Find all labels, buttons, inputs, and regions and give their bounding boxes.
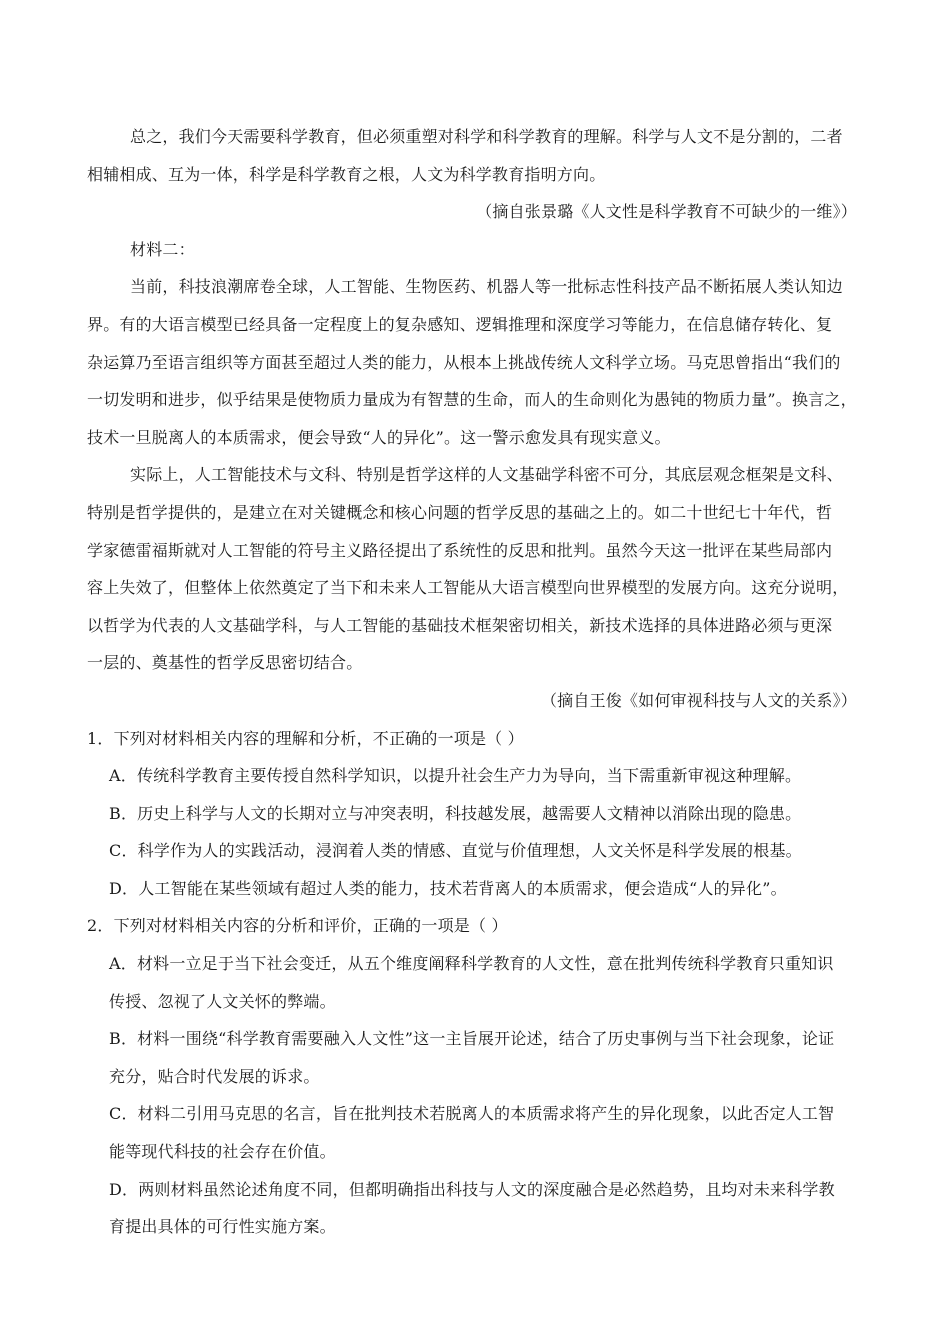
question-2-option-a[interactable]: A．材料一立足于当下社会变迁，从五个维度阐释科学教育的人文性，意在批判传统科学教育只重知识	[109, 954, 834, 974]
paragraph-line: 界。有的大语言模型已经具备一定程度上的复杂感知、逻辑推理和深度学习等能力，在信息储存转化、复	[87, 314, 833, 334]
paragraph-line: 以哲学为代表的人文基础学科，与人工智能的基础技术框架密切相关，新技术选择的具体进路必须与更深	[87, 615, 833, 635]
paragraph-line: 学家德雷福斯就对人工智能的符号主义路径提出了系统性的反思和批判。虽然今天这一批评在某些局部内	[87, 540, 833, 560]
question-2-option-b[interactable]: B．材料一围绕“科学教育需要融入人文性”这一主旨展开论述，结合了历史事例与当下社会现象，论证	[109, 1029, 835, 1049]
question-1-option-c[interactable]: C．科学作为人的实践活动，浸润着人类的情感、直觉与价值理想，人文关怀是科学发展的根基。	[109, 841, 802, 861]
source-citation: （摘自张景璐《人文性是科学教育不可缺少的一维》）	[476, 202, 857, 222]
exam-page	[87, 118, 865, 1246]
question-2-option-a-cont: 传授、忽视了人文关怀的弊端。	[109, 991, 336, 1011]
question-2-option-d-cont: 育提出具体的可行性实施方案。	[109, 1217, 336, 1237]
paragraph-line: 容上失效了，但整体上依然奠定了当下和未来人工智能从大语言模型向世界模型的发展方向。这充分说明，	[87, 578, 849, 598]
question-2-option-c-cont: 能等现代科技的社会存在价值。	[109, 1142, 336, 1162]
source-citation: （摘自王俊《如何审视科技与人文的关系》）	[540, 690, 857, 710]
question-1-option-d[interactable]: D．人工智能在某些领域有超过人类的能力，技术若背离人的本质需求，便会造成“人的异化”。	[109, 878, 787, 898]
paragraph-line: 一切发明和进步，似乎结果是使物质力量成为有智慧的生命，而人的生命则化为愚钝的物质力量”。换言之，	[87, 390, 857, 410]
paragraph-line: 杂运算乃至语言组织等方面甚至超过人类的能力，从根本上挑战传统人文科学立场。马克思曾指出“我们的	[87, 352, 841, 372]
question-1-stem: 1．下列对材料相关内容的理解和分析，不正确的一项是（ ）	[87, 728, 524, 748]
question-1-option-a[interactable]: A．传统科学教育主要传授自然科学知识，以提升社会生产力为导向，当下需重新审视这种理解。	[109, 766, 802, 786]
paragraph-line: 特别是哲学提供的，是建立在对关键概念和核心问题的哲学反思的基础之上的。如二十世纪七十年代，哲	[87, 502, 833, 522]
paragraph-line: 实际上，人工智能技术与文科、特别是哲学这样的人文基础学科密不可分，其底层观念框架是文科、	[130, 465, 843, 485]
paragraph-line: 相辅相成、互为一体，科学是科学教育之根，人文为科学教育指明方向。	[87, 164, 606, 184]
question-2-stem: 2．下列对材料相关内容的分析和评价，正确的一项是（ ）	[87, 916, 508, 936]
material-label: 材料二：	[130, 239, 195, 259]
paragraph-line: 一层的、奠基性的哲学反思密切结合。	[87, 653, 363, 673]
paragraph-line: 当前，科技浪潮席卷全球，人工智能、生物医药、机器人等一批标志性科技产品不断拓展人类认知边	[130, 277, 843, 297]
question-2-option-c[interactable]: C．材料二引用马克思的名言，旨在批判技术若脱离人的本质需求将产生的异化现象，以此否定人工智	[109, 1104, 835, 1124]
paragraph-line: 总之，我们今天需要科学教育，但必须重塑对科学和科学教育的理解。科学与人文不是分割的，二者	[130, 127, 843, 146]
question-2-option-d[interactable]: D．两则材料虽然论述角度不同，但都明确指出科技与人文的深度融合是必然趋势，且均对未来科学教	[109, 1179, 835, 1199]
question-1-option-b[interactable]: B．历史上科学与人文的长期对立与冲突表明，科技越发展，越需要人文精神以消除出现的隐患。	[109, 803, 802, 823]
paragraph-line: 技术一旦脱离人的本质需求，便会导致“人的异化”。这一警示愈发具有现实意义。	[87, 427, 671, 447]
question-2-option-b-cont: 充分，贴合时代发展的诉求。	[109, 1066, 320, 1086]
